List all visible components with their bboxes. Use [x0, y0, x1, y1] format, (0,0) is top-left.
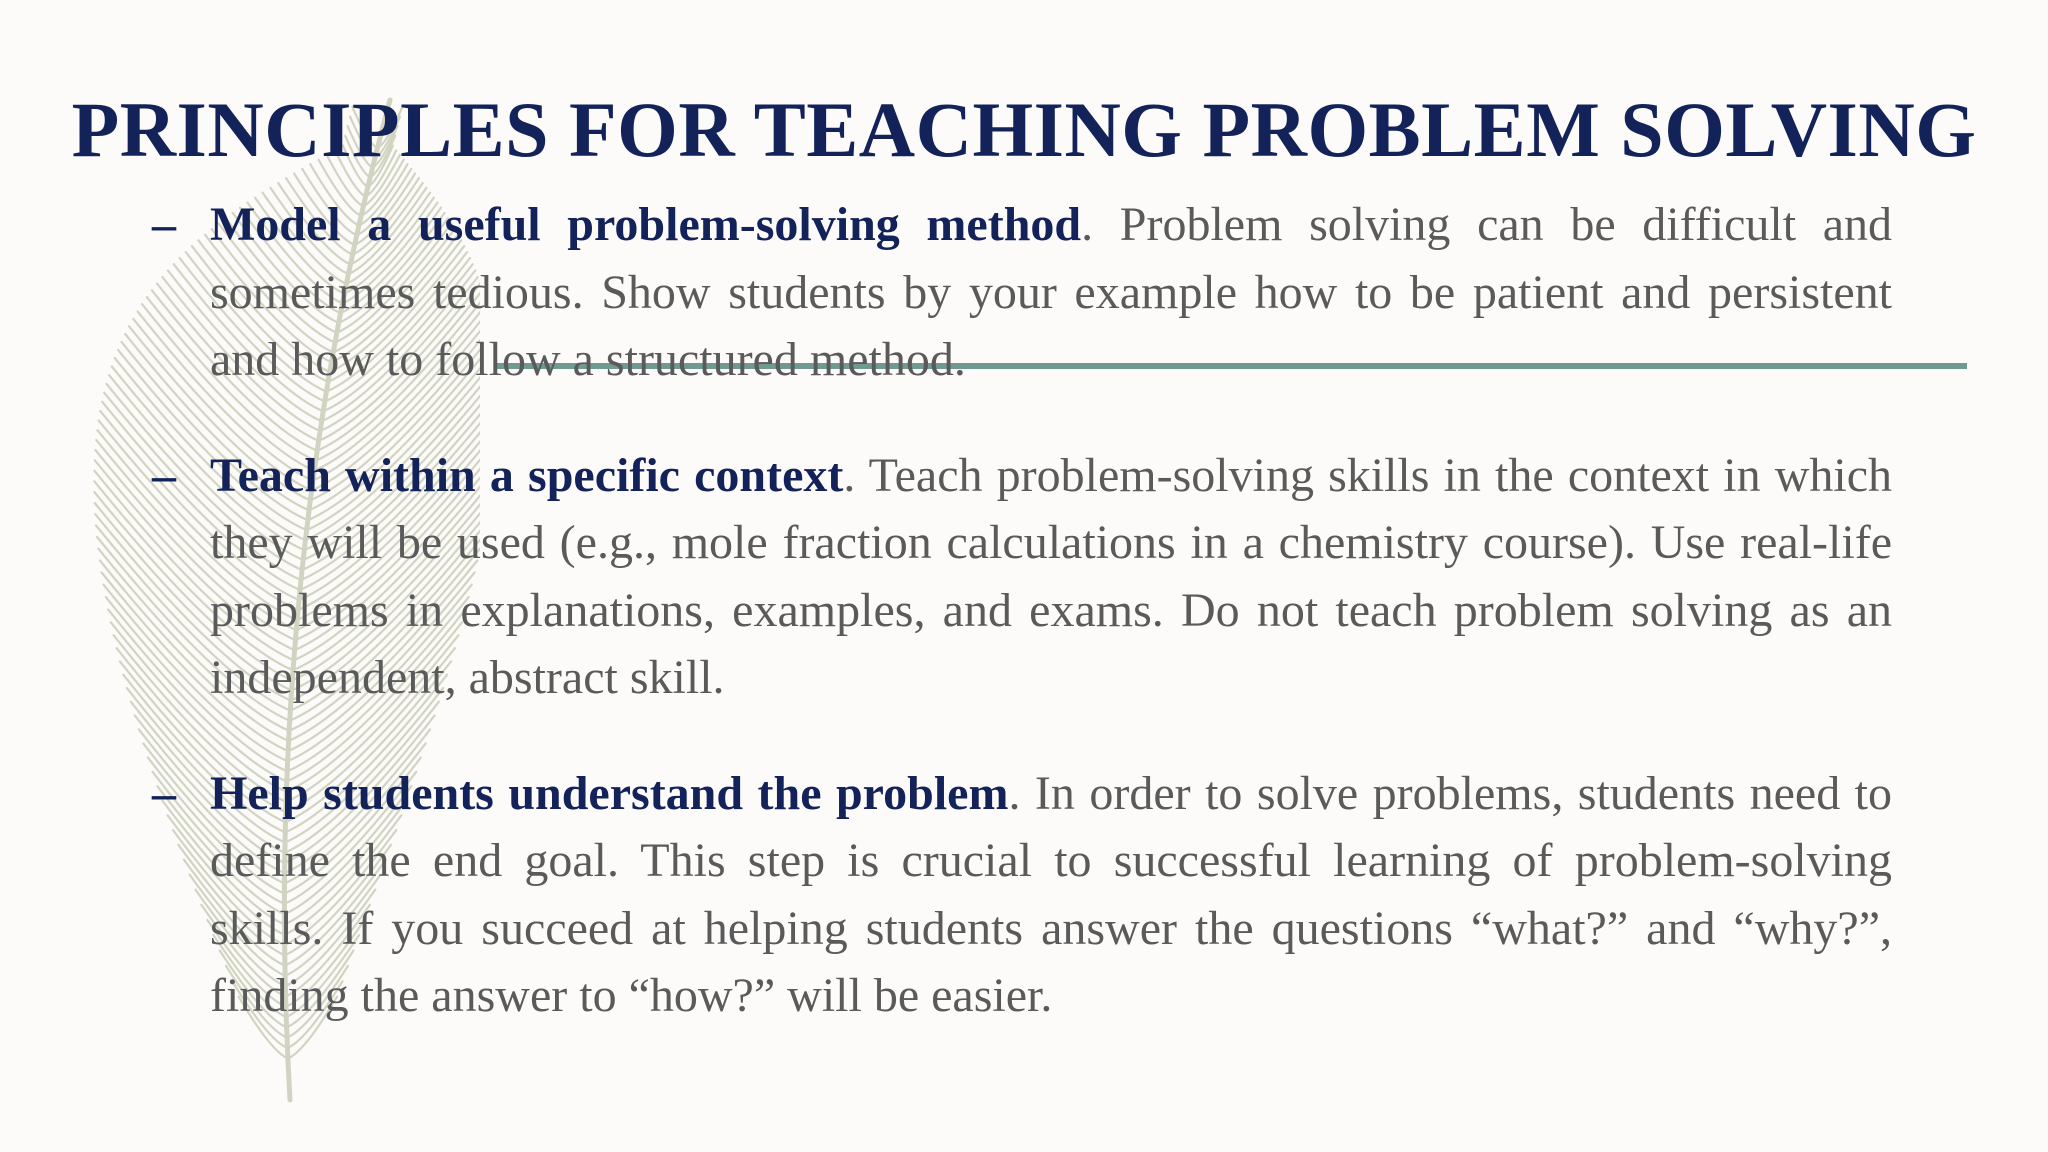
bullet-text: . Problem solving can be difficult and sometimes tedious. Show students by your example how to be patient and persistent and how to follow a structured method. — [210, 198, 1893, 386]
bullet-dash: – — [152, 198, 176, 251]
bullet-item-model-method — [148, 191, 1892, 394]
bullet-text: . Teach problem-solving skills in the context in which they will be used (e.g., mole fraction calculations in a chemistry course). Use real-life problems in explanations, examples, and exams. Do not teach problem solving as an independent, abstract skill. — [210, 448, 1893, 704]
slide-title: PRINCIPLES FOR TEACHING PROBLEM SOLVING — [71, 86, 1977, 174]
bullet-dash: – — [152, 766, 176, 820]
bullet-text: . In order to solve problems, students need to define the end goal. This step is crucial to successful learning of problem-solving skills. If you succeed at helping students answer the questions “what?” and “why?”, finding the answer to “how?” will be easier. — [210, 766, 1892, 1022]
bullet-lead: Help students understand the problem — [210, 766, 1009, 820]
bullet-item-specific-context — [148, 442, 1892, 712]
bullet-dash: – — [152, 448, 176, 502]
bullet-item-understand-problem — [148, 760, 1892, 1030]
bullet-lead: Model a useful problem-solving method — [210, 198, 1082, 251]
bullet-list — [148, 191, 1892, 1052]
bullet-lead: Teach within a specific context — [210, 448, 844, 502]
